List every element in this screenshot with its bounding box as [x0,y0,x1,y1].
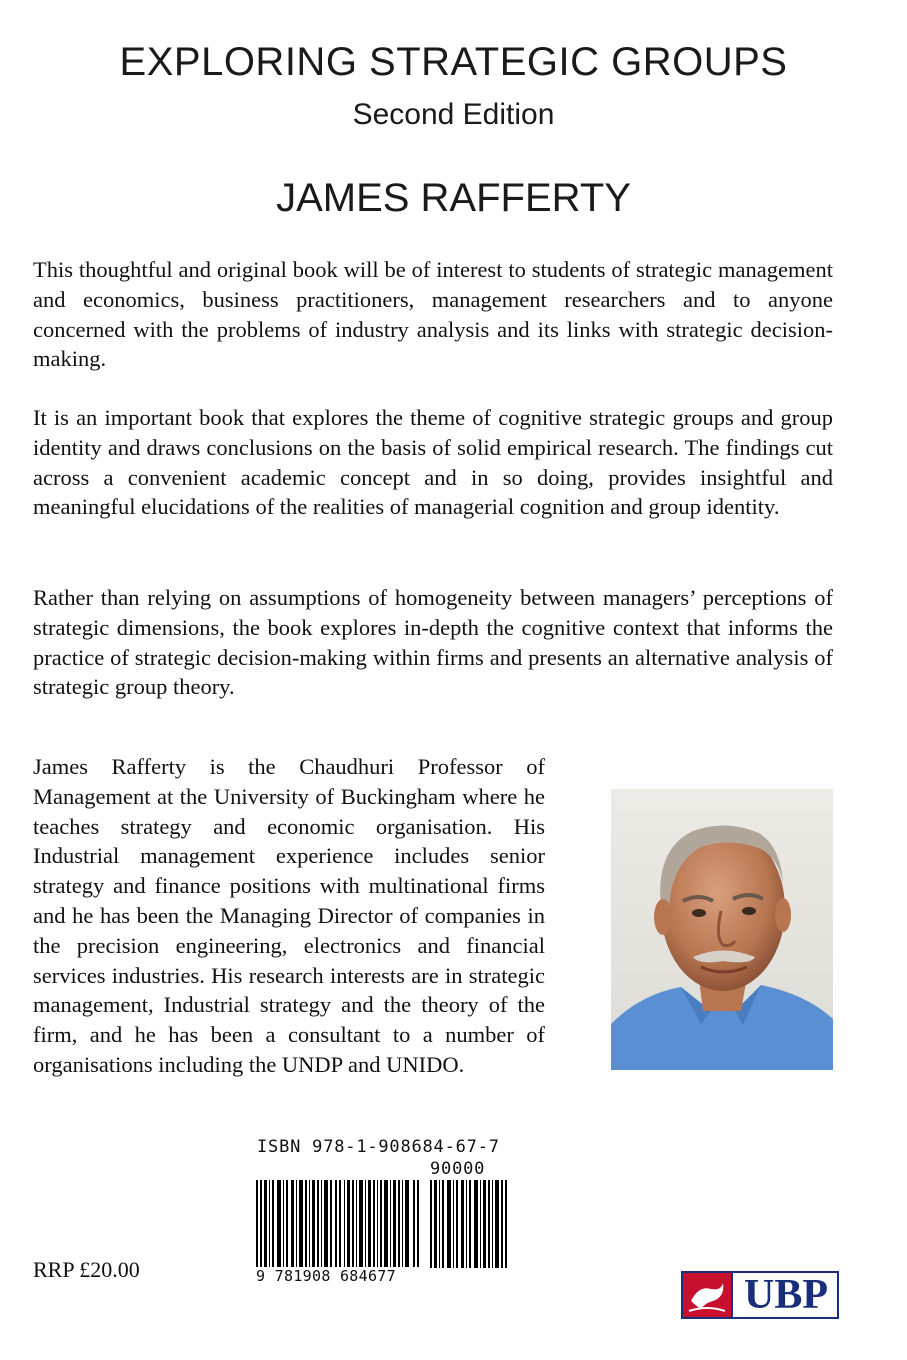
barcode-digits: 9 781908 684677 [256,1267,424,1285]
author-bio: James Rafferty is the Chaudhuri Professor of Management at the University of Buckingham where he teaches strategy and economic organisation. His Industrial management experience includes senior strategy and finance positions with multinational firms and he has been the Managing Director of companies in the precision engineering, electronics and financial services industries. His research interests are in strategic management, Industrial strategy and the theory of the firm, and he has been a consultant to a number of organisations including the UNDP and UNIDO. [33,754,545,1077]
isbn-label: ISBN 978-1-908684-67-7 [257,1137,500,1157]
author-name: JAMES RAFFERTY [276,176,631,220]
book-title: EXPLORING STRATEGIC GROUPS [119,40,788,84]
publisher-logo-text: UBP [744,1272,828,1318]
edition-label: Second Edition [352,98,555,131]
retail-price: RRP £20.00 [33,1257,140,1282]
price-barcode [430,1180,507,1268]
isbn-barcode [256,1180,419,1280]
description-paragraph: It is an important book that explores the theme of cognitive strategic groups and group identity and draws conclusions on the basis of solid empirical research. The findings cut across a convenient academic concept and in so doing, provides insightful and meaningful elucidations of the realities of managerial cognition and group identity. [33,405,833,520]
barcode-price-code: 90000 [430,1159,486,1179]
description-paragraph: Rather than relying on assumptions of homogeneity between managers’ perceptions of strategic dimensions, the book explores in-depth the cognitive context that informs the practice of strategic decision-making within firms and presents an alternative analysis of strategic group theory. [33,585,833,700]
author-photo [611,789,833,1070]
description-paragraph: This thoughtful and original book will be of interest to students of strategic management and economics, business practitioners, management researchers and to anyone concerned with the problems of industry analysis and its links with strategic decision-making. [33,257,833,372]
